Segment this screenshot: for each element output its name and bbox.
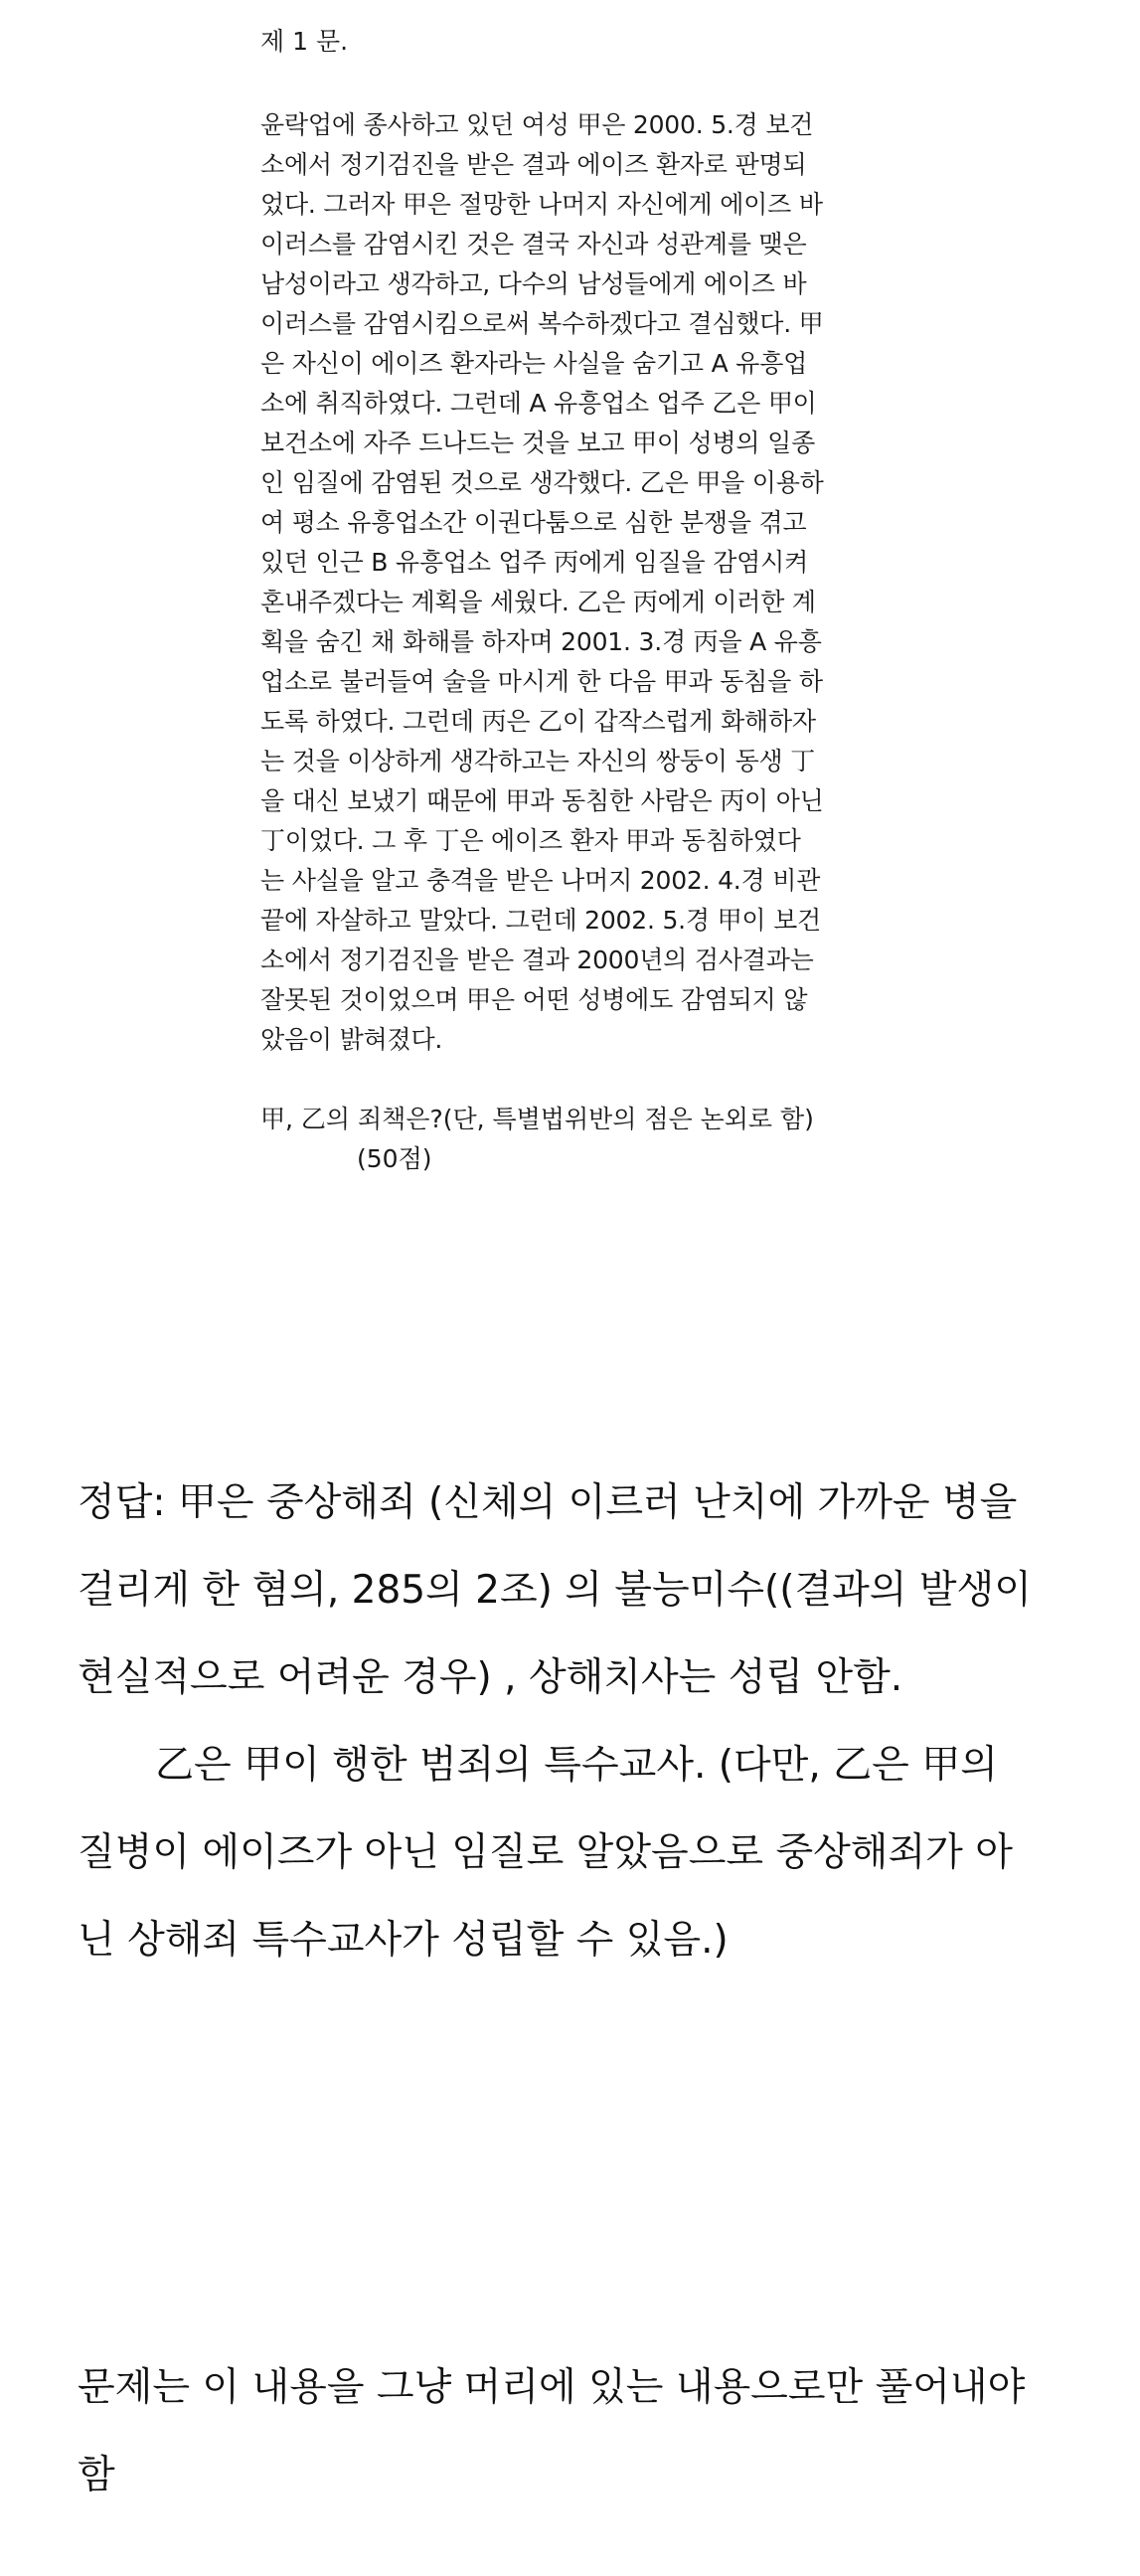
problem-line: 있던 인근 B 유흥업소 업주 丙에게 임질을 감염시켜: [260, 548, 809, 577]
problem-line: 윤락업에 종사하고 있던 여성 甲은 2000. 5.경 보건: [260, 110, 814, 139]
problem-line: 丁이었다. 그 후 丁은 에이즈 환자 甲과 동침하였다: [260, 826, 801, 855]
problem-question: [260, 1100, 896, 1179]
problem-line: 이러스를 감염시킴으로써 복수하겠다고 결심했다. 甲: [260, 309, 824, 338]
problem-line: 잘못된 것이었으며 甲은 어떤 성병에도 감염되지 않: [260, 985, 808, 1014]
problem-line: 었다. 그러자 甲은 절망한 나머지 자신에게 에이즈 바: [260, 190, 823, 219]
problem-line: 이러스를 감염시킨 것은 결국 자신과 성관계를 맺은: [260, 230, 807, 258]
problem-line: 은 자신이 에이즈 환자라는 사실을 숨기고 A 유흥업: [260, 349, 808, 378]
problem-line: 혼내주겠다는 계획을 세웠다. 乙은 丙에게 이러한 계: [260, 588, 816, 616]
answer-line: 질병이 에이즈가 아닌 임질로 알았음으로 중상해죄가 아: [78, 1830, 1013, 1875]
problem-line: 을 대신 보냈기 때문에 甲과 동침한 사람은 丙이 아닌: [260, 786, 824, 815]
question-text: 甲, 乙의 죄책은?(단, 특별법위반의 점은 논외로 함): [260, 1105, 814, 1133]
answer-line: 닌 상해죄 특수교사가 성립할 수 있음.): [78, 1918, 729, 1963]
note-section: [78, 2344, 1111, 2519]
answer-line: 현실적으로 어려운 경우) , 상해치사는 성립 안함.: [78, 1655, 903, 1700]
problem-line: 보건소에 자주 드나드는 것을 보고 甲이 성병의 일종: [260, 429, 816, 457]
problem-line: 소에서 정기검진을 받은 결과 에이즈 환자로 판명되: [260, 150, 807, 179]
problem-line: 남성이라고 생각하고, 다수의 남성들에게 에이즈 바: [260, 269, 807, 298]
answer-section: [78, 1460, 1111, 1984]
problem-title: 제 1 문.: [260, 27, 349, 56]
problem-line: 는 사실을 알고 충격을 받은 나머지 2002. 4.경 비관: [260, 866, 821, 895]
note-line: 문제는 이 내용을 그냥 머리에 있는 내용으로만 풀어내야: [78, 2365, 1026, 2410]
exam-problem: [260, 22, 896, 1179]
problem-line: 소에 취직하였다. 그런데 A 유흥업소 업주 乙은 甲이: [260, 389, 817, 418]
problem-line: 인 임질에 감염된 것으로 생각했다. 乙은 甲을 이용하: [260, 468, 824, 497]
problem-line: 소에서 정기검진을 받은 결과 2000년의 검사결과는: [260, 945, 814, 974]
problem-line: 는 것을 이상하게 생각하고는 자신의 쌍둥이 동생 丁: [260, 747, 816, 775]
problem-line: 업소로 불러들여 술을 마시게 한 다음 甲과 동침을 하: [260, 667, 823, 696]
note-line: 함: [78, 2453, 115, 2497]
answer-line: 걸리게 한 혐의, 285의 2조) 의 불능미수((결과의 발생이: [78, 1568, 1032, 1613]
answer-line: 정답: 甲은 중상해죄 (신체의 이르러 난치에 가까운 병을: [78, 1480, 1018, 1525]
problem-line: 았음이 밝혀졌다.: [260, 1025, 443, 1054]
problem-line: 여 평소 유흥업소간 이권다툼으로 심한 분쟁을 겪고: [260, 508, 807, 537]
problem-line: 끝에 자살하고 말았다. 그런데 2002. 5.경 甲이 보건: [260, 906, 821, 935]
problem-line: 획을 숨긴 채 화해를 하자며 2001. 3.경 丙을 A 유흥: [260, 627, 822, 656]
answer-line: 乙은 甲이 행한 범죄의 특수교사. (다만, 乙은 甲의: [155, 1743, 998, 1788]
problem-body: [260, 105, 896, 1060]
question-points: (50점): [357, 1144, 432, 1173]
problem-line: 도록 하였다. 그런데 丙은 乙이 갑작스럽게 화해하자: [260, 707, 816, 736]
